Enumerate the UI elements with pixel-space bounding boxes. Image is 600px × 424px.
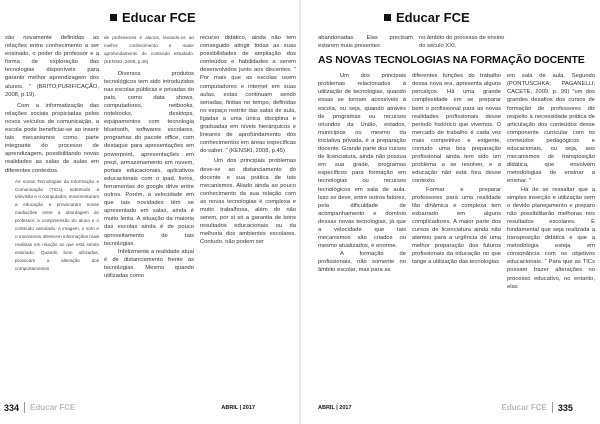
footer-divider xyxy=(24,402,25,413)
paragraph: no âmbito do processo de ensino do século XXI. xyxy=(419,35,505,50)
left-footer xyxy=(4,402,255,413)
right-top-lines xyxy=(318,34,595,50)
brand-square-icon xyxy=(110,14,117,21)
right-columns xyxy=(318,72,595,291)
right-col-1 xyxy=(318,72,406,291)
left-col-2 xyxy=(104,34,194,280)
brand-square-icon xyxy=(384,14,391,21)
paragraph: diferentes funções do trabalho dessa nova era, apresenta alguns percalços. Há uma grande complexidade em se preparar bem o profissional para as novas realidades profissionais desse período histórico que vivemos. O mercado de trabalho é cada vez mais competitivo e exigente, contudo uma boa preparação profissional ainda tem sido um problema a se resolver, e a educação não está fora desse contexto. xyxy=(412,73,501,185)
left-col-1 xyxy=(5,34,99,280)
right-page xyxy=(300,0,600,424)
left-header xyxy=(110,6,196,28)
footer-date: ABRIL | 2017 xyxy=(318,404,352,411)
paragraph: A formação de profissionais, não somente no âmbito escolar, mas para as xyxy=(318,251,406,274)
right-content xyxy=(318,34,595,291)
footer-brand: Educar FCE xyxy=(30,403,76,412)
block-quote: As novas Tecnologias da Informação e Comunicação (TICs), sobretudo a televisão e o computador, movimentaram a educação e provocaram novas mediações entre a abordagem do professor, a compreensão do aluno e o conteúdo veiculado. A imagem, o som e o movimento oferecem informações mais realistas em relação ao que está sendo ensinado. Quando bem utilizadas, provocam a alteração dos comportamentos xyxy=(15,178,99,271)
footer-divider xyxy=(552,402,553,413)
right-col-3 xyxy=(507,72,595,291)
page-number: 334 xyxy=(4,402,20,413)
right-col-2 xyxy=(412,72,501,291)
paragraph: Infelizmente a realidade atual é de distanciamento frente às tecnologias. Mesmo quando utilizadas como xyxy=(104,248,194,279)
header-brand: Educar FCE xyxy=(122,9,196,25)
paragraph: Um dos principais problemas deve-se ao distanciamento do docente e sua prática de tais mecanismos. Aliado ainda ao pouco conhecimento da sua relação com as novas tecnologias é complexa e muito trabalhosa, além do não serem, por si só a garantia de bons resultados educacionais ou da melhoria dos ambientes escolares. Contudo, não podem ser xyxy=(200,158,296,246)
paragraph: Diversos produtos tecnológicos tem sido introduzidos nas escolas públicas e privadas do país, como data shows, computadores, netbooks, notebooks, desktops, equipamentos com tecnologia bluetooth, softwares escolares, programas do pacote office, com destaque para apresentações em powerpoint, apresentações em prezi, armazenamento em nuvem, portais educacionais, aplicativos educacionais com o ipad, livros, ferramentas do google drive entre outros. Porém, a velocidade em que tais novidades têm se apresentado em salas, ainda é muito lenta. A situação da maioria das escolas ainda é de pouco aproveitamento de tais tecnologias. xyxy=(104,70,194,247)
paragraph: são novamente definidas as relações entre conhecimento a ser ensinado, o poder do professor e a forma de exploração das tecnologias disponíveis para garantir melhor aprendizagem dos alunos. " (BRITO;PURIFICAÇÃO, 2008, p.19). xyxy=(5,35,99,98)
paragraph: abandonadas. Elas precisam estarem mais presentes xyxy=(318,35,413,50)
paragraph: em sala de aula. Segundo (PONTUSCHKA; PAGANELLI; CACETE, 2009, p. 99) "um dos grandes desafios dos cursos de formação de professores diz respeito à necessidade prática de articulação dos conteúdos desse componente curricular com os conteúdos pedagógicos e educacionais, ou seja, aos mecanismos de transposição didática, que envolvem metodologias de ensinar a ensinar. " xyxy=(507,73,595,185)
left-columns xyxy=(5,34,296,280)
header-brand: Educar FCE xyxy=(396,9,470,25)
paragraph: Com a informatização das relações sociais propiciadas pelos novos veículos de comunicação, a escola pode beneficiar-se ao inserir tais mecanismos como parte integrante do processo de aprendizagem, possibilitando novas realidades as salas de aulas em diferentes contextos. xyxy=(5,102,99,174)
footer-brand: Educar FCE xyxy=(501,403,547,412)
right-header xyxy=(384,6,470,28)
left-col-3 xyxy=(200,34,296,280)
section-title: AS NOVAS TECNOLOGIAS NA FORMAÇÃO DOCENTE xyxy=(318,54,585,67)
paragraph: Há de se ressaltar que a simples inserção e utilização sem o devido planejamento e preparo não possibilitarão melhoras nos resultados escolares. É fundamental que seja realizada a transposição didática e que a metodologia esteja em consonância com os objetivos educacionais. " Para que as TICs possam trazer alterações no processo educativo, no entanto, elas xyxy=(507,186,595,290)
paragraph: Formar e preparar professores para uma realidade tão dinâmica e complexa tem esbarrado em alguns complicadores. A maior parte dos cursos de licenciatura ainda não atentou para a urgência de uma melhor preparação dos futuros profissionais da educação no que tange a utilização das tecnologias xyxy=(412,186,501,266)
right-footer xyxy=(318,402,595,413)
block-quote: de professores e alunos, levando-os ao melhor conhecimento e maior aprofundamento do conteúdo estudado. (KENSKI, 2008, p.45) xyxy=(104,35,194,64)
paragraph: recurso didático, ainda não tem conseguido atingir todas as suas possibilidades de ampliação dos conteúdos e habilidades a serem desenvolvidos junto aos discentes. " Por mais que as escolas usem computadores e internet em suas aulas, estas continuam sendo seriadas, finitas no tempo, definidas no espaço restrito das salas de aula, ligadas a uma única disciplina e graduadas em níveis hierárquicos e lineares de aprofundamento dos conhecimentos em áreas específicas do saber. " (KENSKI, 2008, p.45) xyxy=(200,35,296,155)
page-number: 335 xyxy=(557,402,573,413)
paragraph: Um dos principais problemas relacionados à utilização de tecnologias, quando essas se tornam acessíveis à escola, ou seja, quando através de programas ou recursos oriundos da União, estados, municípios ou mesmo da iniciativa privada, é a preparação docente. Grande parte dos cursos de licenciatura, ainda não possua em sua grade, programas específicos para formação em tecnologias ou recursos tecnológicos em sala de aula. Isso se deve, entre outros fatores, pela dificuldade de acompanhamento e domínio dessas novas tecnologias, já que a velocidade que tais mecanismos são criados ou mesmo atualizados, é enorme. xyxy=(318,73,406,250)
footer-date: ABRIL | 2017 xyxy=(221,404,255,411)
